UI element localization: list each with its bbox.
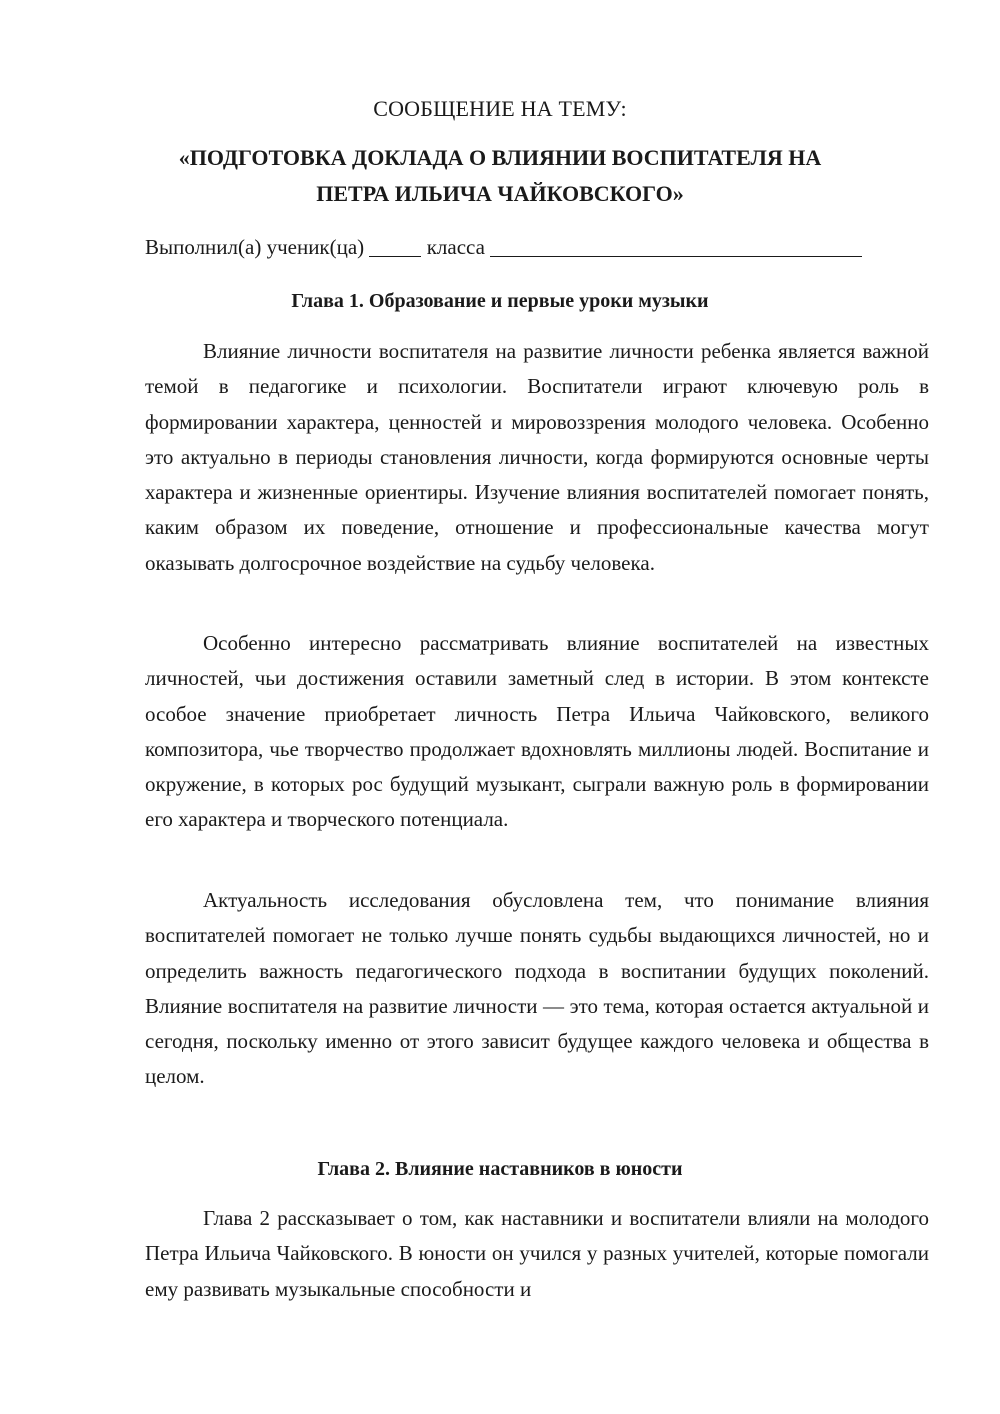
document-title-line-1: «ПОДГОТОВКА ДОКЛАДА О ВЛИЯНИИ ВОСПИТАТЕЛЯ НА [178, 145, 822, 170]
author-prefix: Выполнил(а) ученик(ца) [145, 235, 365, 259]
chapter-1-paragraph-2: Особенно интересно рассматривать влияние воспитателей на известных личностей, чьи достижения оставили заметный след в истории. В этом контексте особое значение приобретает личность Петра Ильича Чайковского, великого композитора, чье творчество продолжает вдохновлять миллионы людей. Воспитание и окружение, в которых рос будущий музыкант, сыграли важную роль в формировании его характера и творческого потенциала. [145, 631, 929, 832]
class-label: класса [426, 235, 485, 259]
document-title-line-2: ПЕТРА ИЛЬИЧА ЧАЙКОВСКОГО» [316, 181, 684, 206]
chapter-1-paragraph-1: Влияние личности воспитателя на развитие личности ребенка является важной темой в педагогике и психологии. Воспитатели играют ключевую роль в формировании характера, ценностей и мировоззрения молодого человека. Особенно это актуально в периоды становления личности, когда формируются основные черты характера и жизненные ориентиры. Изучение влияния воспитателей помогает понять, каким образом их поведение, отношение и профессиональные качества могут оказывать долгосрочное воздействие на судьбу человека. [145, 339, 929, 575]
chapter-2-heading: Глава 2. Влияние наставников в юности [317, 1158, 683, 1180]
name-blank-field [490, 236, 862, 257]
chapter-1-heading: Глава 1. Образование и первые уроки музыки [291, 290, 709, 312]
document-title [0, 140, 1000, 212]
document-type-heading: СООБЩЕНИЕ НА ТЕМУ: [373, 96, 627, 121]
chapter-1-paragraph-3: Актуальность исследования обусловлена тем, что понимание влияния воспитателей помогает не только лучше понять судьбы выдающихся личностей, но и определить важность педагогического подхода в воспитании будущих поколений. Влияние воспитателя на развитие личности — это тема, которая остается актуальной и сегодня, поскольку именно от этого зависит будущее каждого человека и общества в целом. [145, 888, 929, 1089]
author-line [145, 232, 935, 262]
grade-blank-field [369, 236, 421, 257]
chapter-2-paragraph-1: Глава 2 рассказывает о том, как наставники и воспитатели влияли на молодого Петра Ильича Чайковского. В юности он учился у разных учителей, которые помогали ему развивать музыкальные способности и [145, 1206, 929, 1301]
